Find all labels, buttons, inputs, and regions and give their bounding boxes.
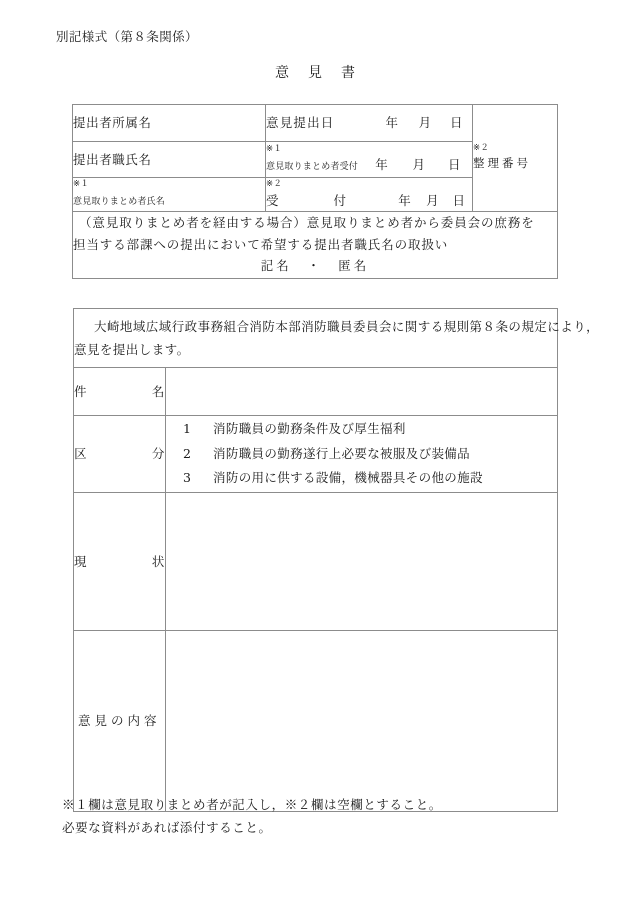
- intro-line-2: 意見を提出します。: [74, 342, 190, 357]
- submitter-name-label: 提出者職氏名: [73, 151, 152, 167]
- submitter-name-cell[interactable]: [73, 142, 266, 178]
- day-unit: 日: [448, 157, 461, 173]
- office-receipt-date-cell[interactable]: [266, 178, 473, 212]
- list-item[interactable]: [166, 466, 557, 490]
- category-option-number: 3: [183, 470, 192, 486]
- category-label-cell: [74, 416, 166, 493]
- name-disclosure-notice-cell[interactable]: [73, 212, 558, 279]
- current-situation-input-cell[interactable]: [166, 493, 558, 631]
- coordinator-receipt-marker: ※１: [266, 143, 283, 154]
- submitter-table: [72, 104, 558, 279]
- day-unit: 日: [452, 192, 466, 208]
- day-unit: 日: [450, 115, 463, 131]
- category-option-text: 消防職員の勤務条件及び厚生福利: [213, 421, 406, 437]
- coordinator-name-cell[interactable]: [73, 178, 266, 212]
- category-option-number: 2: [183, 445, 192, 461]
- footnote-1: ※１欄は意見取りまとめ者が記入し，※２欄は空欄とすること。: [62, 797, 442, 812]
- subject-label: 件 名: [74, 383, 165, 399]
- office-receipt-label: 受 付: [266, 192, 348, 208]
- notice-line-2: 担当する部課への提出において希望する提出者職氏名の取扱い: [73, 236, 449, 252]
- opinion-content-label-cell: [74, 631, 166, 812]
- footnote-2: 必要な資料があれば添付すること。: [62, 820, 272, 836]
- category-options-cell[interactable]: [166, 416, 558, 493]
- category-label: 区 分: [74, 446, 165, 462]
- table-row: [74, 309, 558, 368]
- form-code: 別記様式（第８条関係）: [56, 29, 198, 44]
- opinion-table: [73, 308, 600, 812]
- coordinator-receipt-label: 意見取りまとめ者受付: [266, 162, 359, 173]
- year-unit: 年: [398, 192, 411, 208]
- category-option-number: 1: [183, 421, 192, 437]
- coordinator-name-marker: ※１: [73, 179, 90, 190]
- subject-input-cell[interactable]: [166, 368, 558, 416]
- notice-line-1: （意見取りまとめ者を経由する場合）意見取りまとめ者から委員会の庶務を: [79, 215, 535, 231]
- opinion-content-input-cell[interactable]: [166, 631, 558, 812]
- list-item[interactable]: [166, 442, 557, 466]
- submitter-affiliation-cell[interactable]: [73, 105, 266, 142]
- intro-line-1: 大崎地域広域行政事務組合消防本部消防職員委員会に関する規則第８条の規定により，: [94, 318, 600, 334]
- office-receipt-marker: ※２: [266, 179, 283, 189]
- footnotes: [62, 793, 582, 839]
- opinion-content-label: 意見の内容: [78, 713, 161, 729]
- current-situation-label: 現 状: [74, 553, 165, 569]
- reference-number-label: 整理番号: [473, 156, 531, 171]
- coordinator-name-label: 意見取りまとめ者氏名: [73, 196, 166, 207]
- intro-cell: [74, 309, 600, 368]
- subject-label-cell: [74, 368, 166, 416]
- reference-number-marker: ※２: [473, 142, 490, 153]
- table-row: [73, 105, 558, 142]
- category-option-text: 消防職員の勤務遂行上必要な被服及び装備品: [213, 445, 471, 461]
- table-row: [74, 631, 558, 812]
- table-row: [74, 493, 558, 631]
- table-row: [74, 368, 558, 416]
- current-situation-label-cell: [74, 493, 166, 631]
- month-unit: 月: [412, 157, 426, 173]
- table-row: [74, 416, 558, 493]
- submission-date-label: 意見提出日: [266, 115, 335, 131]
- submitter-affiliation-label: 提出者所属名: [73, 115, 152, 131]
- month-unit: 月: [418, 115, 432, 131]
- submission-date-cell[interactable]: [266, 105, 473, 142]
- year-unit: 年: [385, 115, 399, 131]
- table-row: [73, 212, 558, 279]
- category-option-text: 消防の用に供する設備，機械器具その他の施設: [213, 470, 483, 486]
- coordinator-receipt-date-cell[interactable]: [266, 142, 473, 178]
- name-disclosure-choice: 記名 ・ 匿名: [260, 258, 370, 274]
- reference-number-cell[interactable]: [473, 105, 558, 212]
- month-unit: 月: [426, 192, 439, 208]
- list-item[interactable]: [166, 417, 557, 441]
- page-title: 意見書: [275, 65, 374, 81]
- year-unit: 年: [375, 157, 388, 173]
